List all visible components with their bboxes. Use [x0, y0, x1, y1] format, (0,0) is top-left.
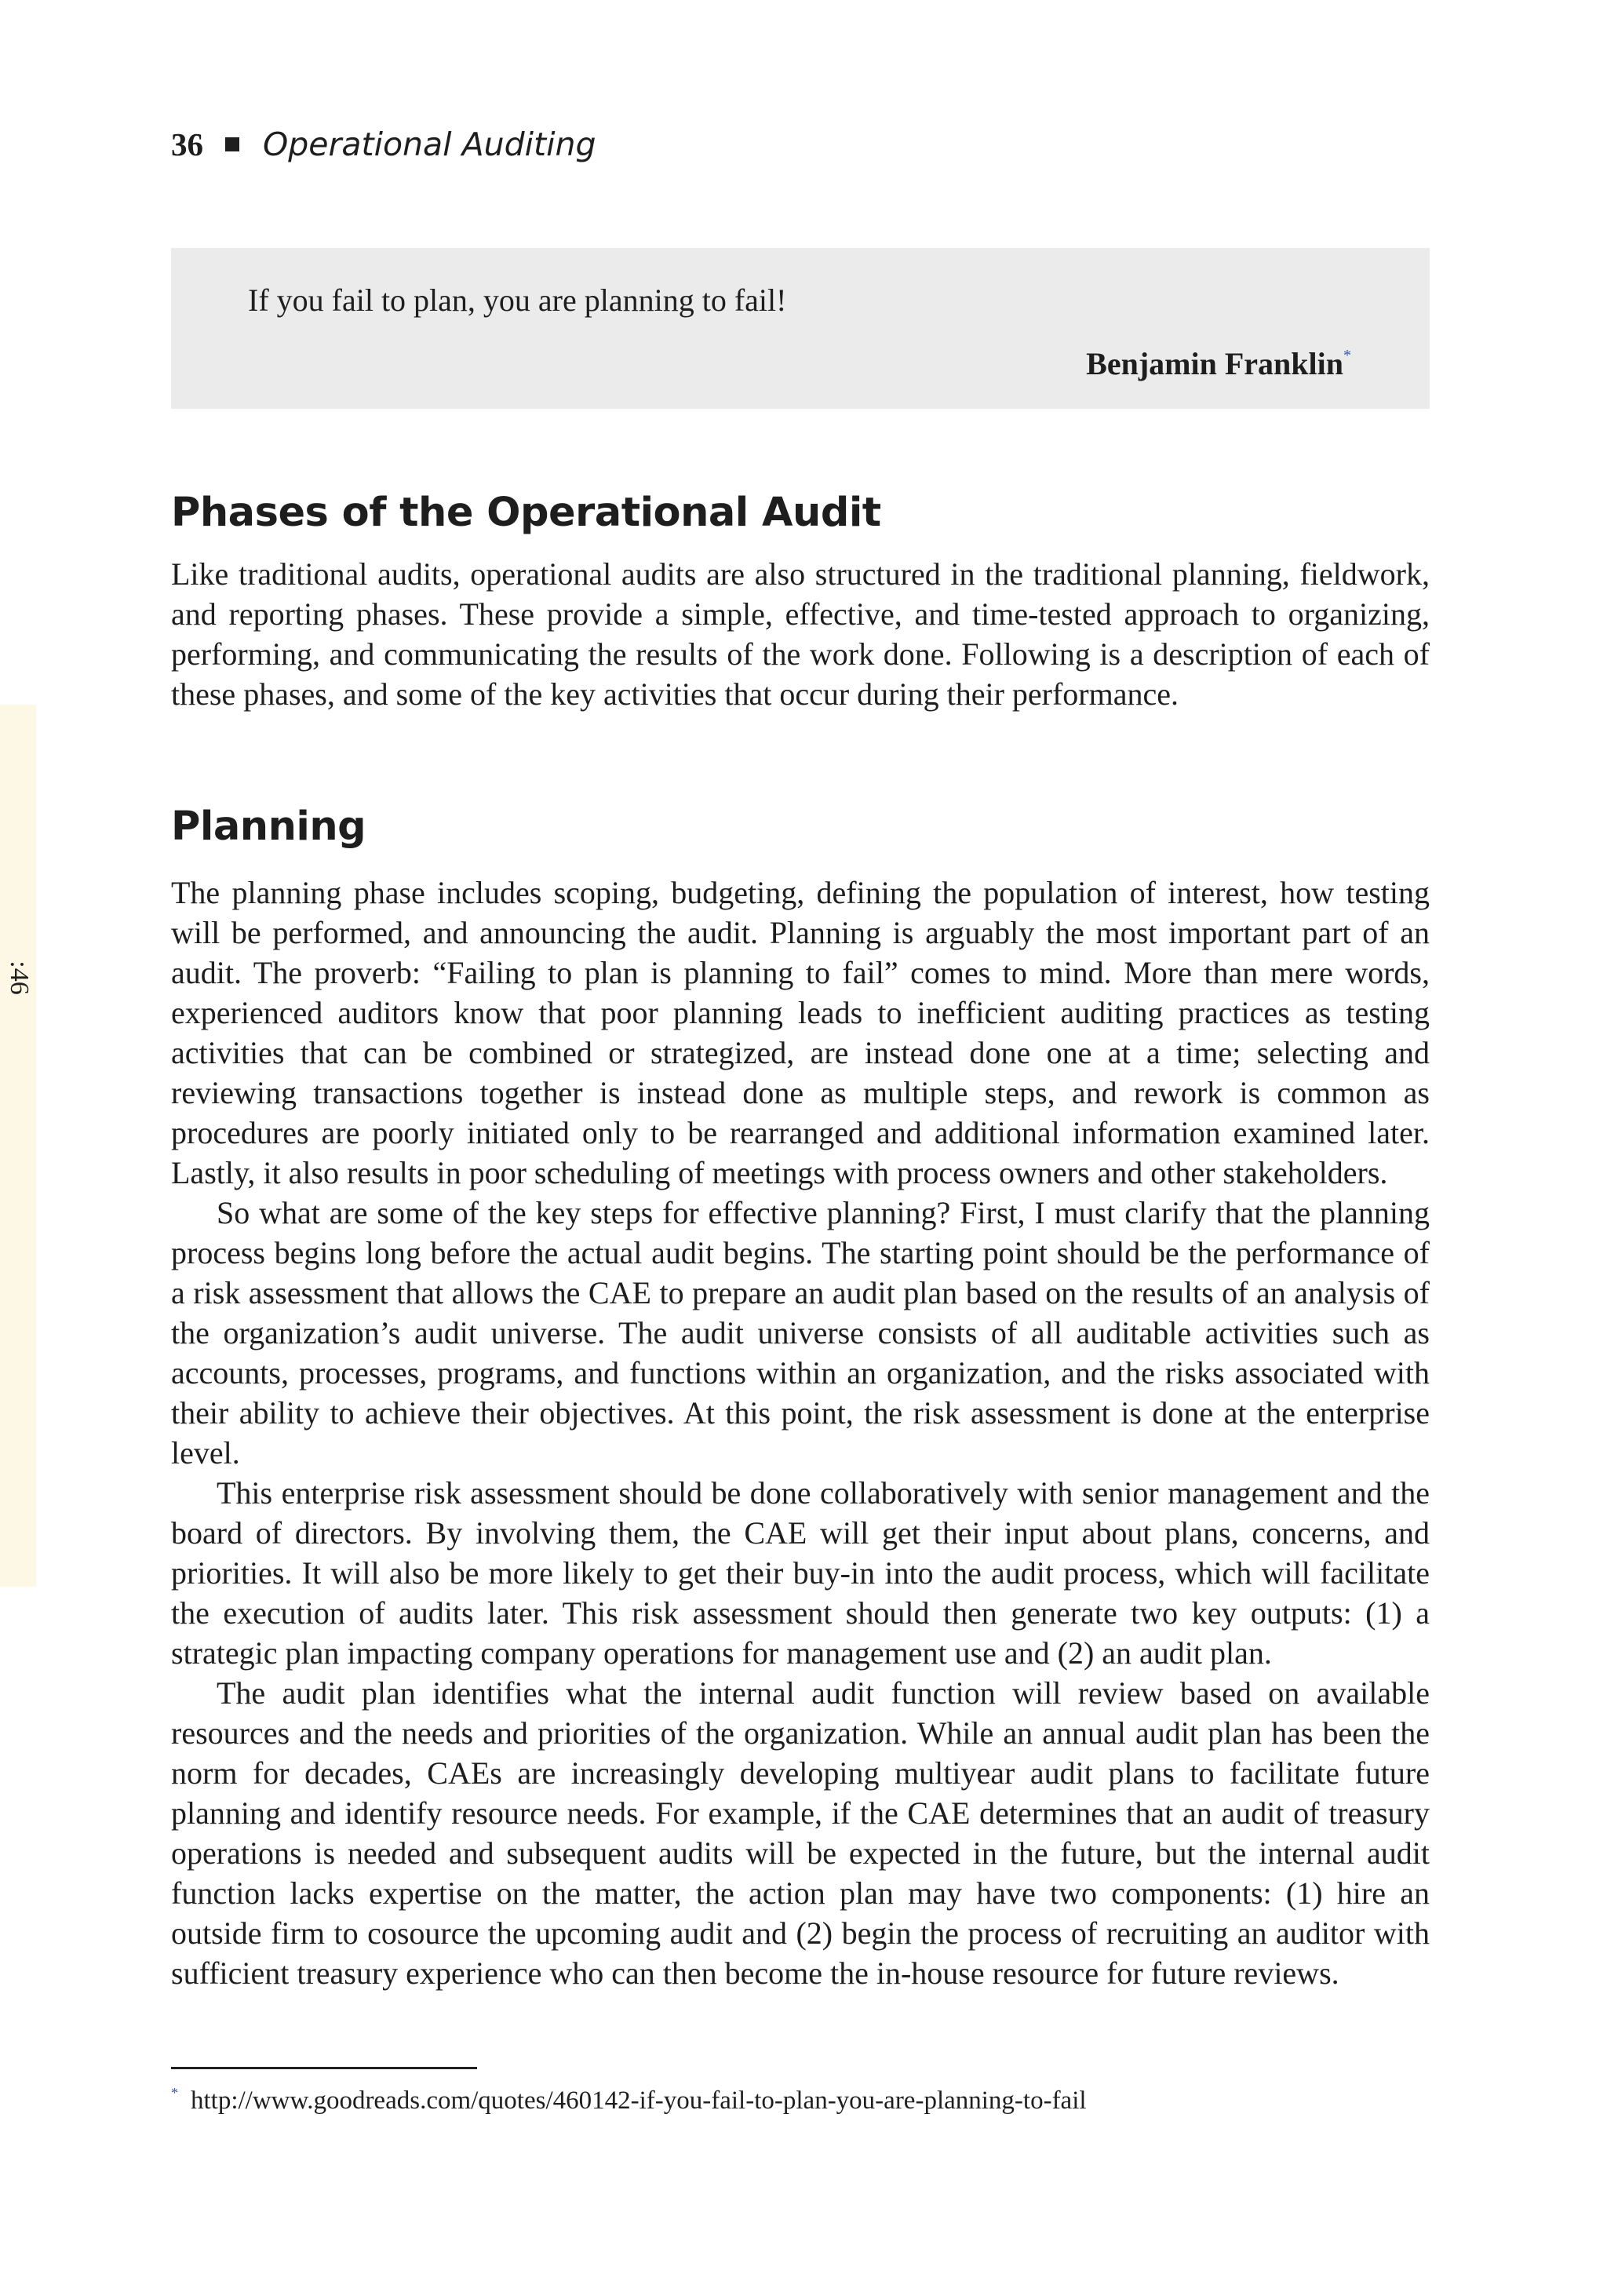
- footnote-reference-link[interactable]: *: [1343, 347, 1351, 364]
- section-body-phases: [171, 554, 1430, 714]
- footnote-url[interactable]: http://www.goodreads.com/quotes/460142-if-you-fail-to-plan-you-are-planning-to-fail: [191, 2086, 1087, 2115]
- footnote: [171, 2076, 1087, 2118]
- footnote-divider: [171, 2067, 477, 2069]
- margin-highlight-strip: [0, 705, 36, 1587]
- paragraph: Like traditional audits, operational audits are also structured in the traditional planning, fieldwork, and reporting phases. These provide a simple, effective, and time-tested approach to organizing, performing, and communicating the results of the work done. Following is a description of each of these phases, and some of the key activities that occur during their performance.: [171, 556, 1430, 712]
- page-number: 36: [171, 126, 203, 162]
- margin-annotation: :46: [5, 960, 34, 995]
- paragraph: This enterprise risk assessment should be done collaboratively with senior management and the board of directors. By involving them, the CAE will get their input about plans, concerns, and priorities. It will also be more likely to get their buy-in into the audit process, which will facilitate the execution of audits later. This risk assessment should then generate two key outputs: (1) a strategic plan impacting company operations for management use and (2) an audit plan.: [171, 1475, 1430, 1671]
- epigraph-author-name: Benjamin Franklin: [1086, 346, 1343, 381]
- separator-square-icon: [225, 137, 239, 151]
- footnote-mark: *: [171, 2085, 178, 2101]
- running-header: [171, 124, 596, 165]
- paragraph: So what are some of the key steps for effective planning? First, I must clarify that the planning process begins long before the actual audit begins. The starting point should be the performance of a risk assessment that allows the CAE to prepare an audit plan based on the results of an analysis of the organization’s audit universe. The audit universe consists of all auditable activities such as accounts, processes, programs, and functions within an organization, and the risks associated with their ability to achieve their objectives. At this point, the risk assessment is done at the enterprise level.: [171, 1195, 1430, 1471]
- paragraph: The audit plan identifies what the internal audit function will review based on available resources and the needs and priorities of the organization. While an annual audit plan has been the norm for decades, CAEs are increasingly developing multiyear audit plans to facilitate future planning and identify resource needs. For example, if the CAE determines that an audit of treasury operations is needed and subsequent audits will be expected in the future, but the internal audit function lacks expertise on the matter, the action plan may have two components: (1) hire an outside firm to cosource the upcoming audit and (2) begin the process of recruiting an auditor with sufficient treasury experience who can then become the in-house resource for future reviews.: [171, 1675, 1430, 1991]
- epigraph-author: [1086, 336, 1351, 384]
- running-title: Operational Auditing: [263, 126, 596, 163]
- section-heading-phases: Phases of the Operational Audit: [171, 490, 881, 536]
- epigraph-box: [171, 248, 1430, 409]
- section-heading-planning: Planning: [171, 804, 366, 850]
- section-body-planning: [171, 873, 1430, 1993]
- epigraph-quote: If you fail to plan, you are planning to fail!: [248, 282, 787, 318]
- paragraph: The planning phase includes scoping, budgeting, defining the population of interest, how testing will be performed, and announcing the audit. Planning is arguably the most important part of an audit. The proverb: “Failing to plan is planning to fail” comes to mind. More than mere words, experienced auditors know that poor planning leads to inefficient auditing practices as testing activities that can be combined or strategized, are instead done one at a time; selecting and reviewing transactions together is instead done as multiple steps, and rework is common as procedures are poorly initiated only to be rearranged and additional information examined later. Lastly, it also results in poor scheduling of meetings with process owners and other stakeholders.: [171, 875, 1430, 1190]
